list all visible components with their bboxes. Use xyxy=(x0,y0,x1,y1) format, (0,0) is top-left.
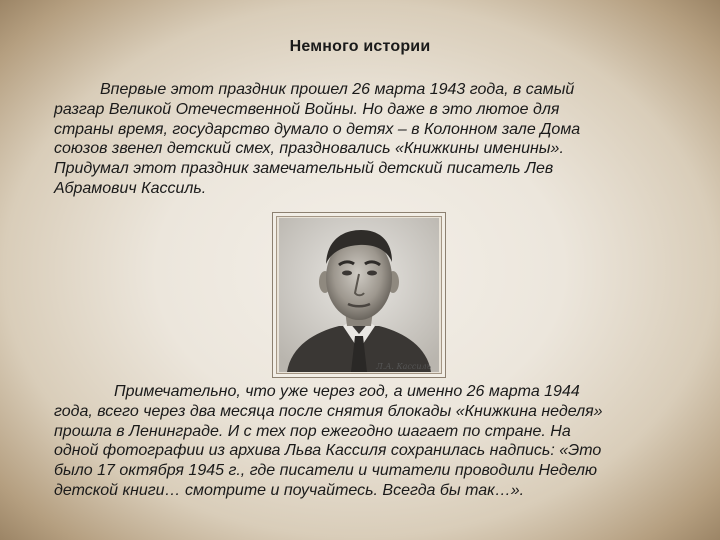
paragraph-line: страны время, государство думало о детях – в Колонном зале Дома xyxy=(54,120,581,138)
portrait-image xyxy=(279,218,439,372)
paragraph-line: года, всего через два месяца после снятия блокады «Книжкина неделя» xyxy=(54,402,603,420)
paragraph-line: Примечательно, что уже через год, а именно 26 марта 1944 xyxy=(114,383,580,400)
paragraph-line: было 17 октября 1945 г., где писатели и читатели проводили Неделю xyxy=(54,462,598,480)
portrait-photo xyxy=(272,212,446,378)
paragraph-line: союзов звенел детский смех, праздновались «Книжкины именины». xyxy=(54,140,564,158)
paragraph-line: Придумал этот праздник замечательный детский писатель Лев xyxy=(54,160,554,178)
paragraph-line: детской книги… смотрите и поучайтесь. Всегда бы так…». xyxy=(54,481,525,499)
paragraph-line: Абрамович Кассиль. xyxy=(54,179,207,197)
paragraph-line: Впервые этот праздник прошел 26 марта 1943 года, в самый xyxy=(100,81,575,98)
history-paragraph-2 xyxy=(54,382,684,501)
history-paragraph-1 xyxy=(54,80,684,199)
slide-title: Немного истории xyxy=(289,38,431,55)
paragraph-line: разгар Великой Отечественной Войны. Но даже в это лютое для xyxy=(54,100,560,118)
photo-caption: Л.А. Кассиль xyxy=(376,362,431,371)
paragraph-line: прошла в Ленинграде. И с тех пор ежегодно шагает по стране. На xyxy=(54,422,571,440)
paragraph-line: одной фотографии из архива Льва Кассиля сохранилась надпись: «Это xyxy=(54,442,602,460)
